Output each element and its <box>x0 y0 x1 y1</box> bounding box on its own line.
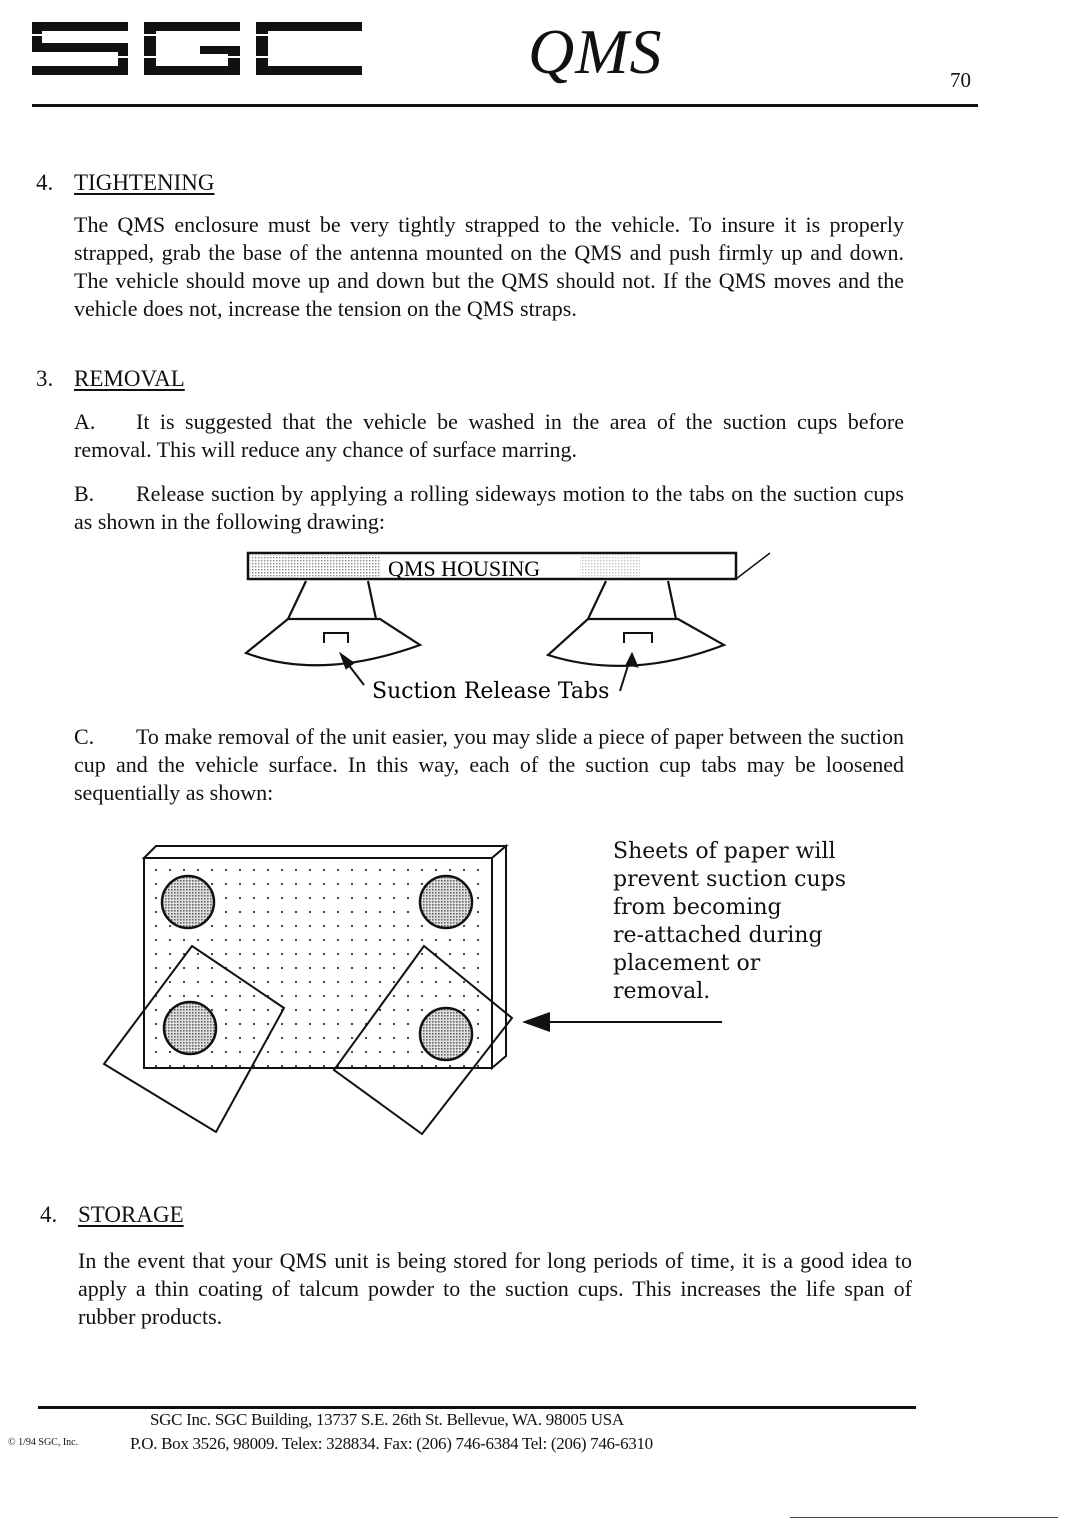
caption-line-6: removal. <box>613 979 711 1004</box>
removal-item-a <box>74 408 904 464</box>
antenna-line <box>736 553 770 579</box>
footer-copyright: © 1/94 SGC, Inc. <box>8 1437 79 1448</box>
page-number: 70 <box>950 68 971 92</box>
removal-item-c <box>74 723 904 807</box>
item-b-letter: B. <box>74 481 95 506</box>
sgc-logo <box>32 18 362 80</box>
release-tabs-label: Suction Release Tabs <box>372 679 610 704</box>
item-c-letter: C. <box>74 724 95 749</box>
storage-paragraph: In the event that your QMS unit is being stored for long periods of time, it is a good idea to apply a thin coating of talcum powder to the suction cups. This increases the life span of rubber products. <box>78 1248 912 1329</box>
item-c-text: To make removal of the unit easier, you may slide a piece of paper between the suction cup and the vehicle surface. In this way, each of the suction cup tabs may be loosened sequentially as shown: <box>74 724 904 805</box>
footer-contact: P.O. Box 3526, 98009. Telex: 328834. Fax: (206) 746-6384 Tel: (206) 746-6310 <box>130 1434 653 1453</box>
section-number-storage: 4. <box>40 1202 58 1227</box>
caption-line-4: re-attached during <box>613 923 823 948</box>
section-title-tightening: TIGHTENING <box>74 170 215 195</box>
bottom-edge-line <box>790 1517 1058 1518</box>
item-b-text: Release suction by applying a rolling sideways motion to the tabs on the suction cups as shown in the following drawing: <box>74 481 904 534</box>
section-title-removal: REMOVAL <box>74 366 185 391</box>
caption-line-5: placement or <box>613 951 761 976</box>
right-suction-cup <box>548 581 724 666</box>
item-a-text: It is suggested that the vehicle be washed in the area of the suction cups before removal. This will reduce any chance of surface marring. <box>74 409 904 462</box>
logo-text: SGC <box>32 18 34 19</box>
housing-label: QMS HOUSING <box>388 556 541 581</box>
document-title: QMS <box>528 16 663 87</box>
section-title-storage: STORAGE <box>78 1202 184 1227</box>
section-number-removal: 3. <box>36 366 54 391</box>
section-number-tightening: 4. <box>36 170 54 195</box>
caption-line-1: Sheets of paper will <box>613 839 836 864</box>
tightening-paragraph: The QMS enclosure must be very tightly strapped to the vehicle. To insure it is properly strapped, grab the base of the antenna mounted on the QMS and push firmly up and down. The vehicle should move up and down but the QMS should not. If the QMS moves and the vehicle does not, increase the tension on the QMS straps. <box>74 212 904 321</box>
suction-release-figure <box>240 545 780 710</box>
caption-line-3: from becoming <box>613 895 782 920</box>
item-a-letter: A. <box>74 409 96 434</box>
left-suction-cup <box>246 581 420 665</box>
paper-caption <box>613 838 846 1006</box>
footer-address: SGC Inc. SGC Building, 13737 S.E. 26th St. Bellevue, WA. 98005 USA <box>150 1410 624 1429</box>
caption-line-2: prevent suction cups <box>613 867 846 892</box>
header-rule <box>32 104 978 107</box>
footer-rule <box>38 1406 916 1409</box>
removal-item-b <box>74 480 904 536</box>
pointer-arrow <box>522 1012 722 1032</box>
